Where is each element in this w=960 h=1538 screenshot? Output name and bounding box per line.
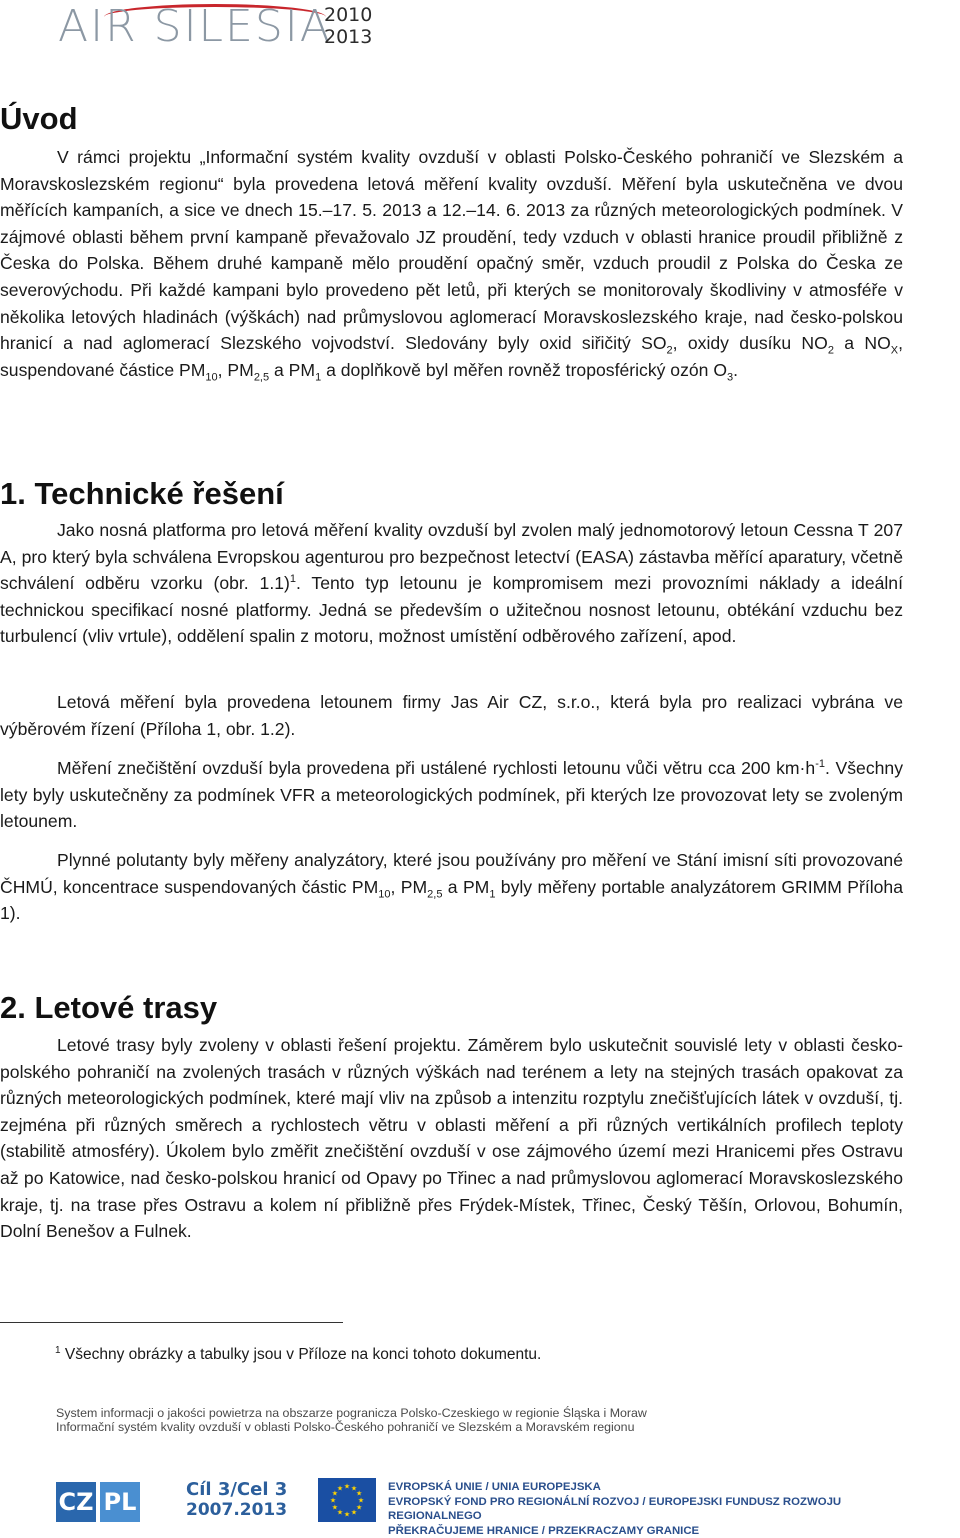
eu-star-icon: ★ (330, 1497, 336, 1505)
section1-paragraph-2: Letová měření byla provedena letounem firmy Jas Air CZ, s.r.o., která byla pro realizaci vybrána ve výběrovém řízení (Příloha 1, obr. 1.2). (0, 689, 903, 742)
cil3-logo (186, 1480, 287, 1520)
eu-star-icon: ★ (344, 1511, 350, 1519)
footer-line-pl: System informacji o jakości powietrza na obszarze pogranicza Polsko-Czeskiego w regionie Śląska i Moraw (56, 1406, 647, 1420)
logo-text: AIR SILESIA (58, 2, 332, 52)
logo-year-end: 2013 (324, 26, 384, 48)
section1-paragraph-4: Plynné polutanty byly měřeny analyzátory, které jsou používány pro měření ve Stání imisní síti provozované ČHMÚ, koncentrace suspendovaných částic $PM_{10}$, $PM_{2,5}$ a $PM_1$ byly měřeny portable analyzátorem GRIMM Příloha 1). (0, 847, 903, 927)
section1-paragraph-3: Měření znečištění ovzduší byla provedena při ustálené rychlosti letounu vůči větru cca 200 $km\cdot h^{-1}$. Všechny lety byly uskutečněny za podmínek VFR a meteorologických podmínek, při kterých lze provozovat lety se zvoleným letounem. (0, 755, 903, 835)
section2-paragraph: Letové trasy byly zvoleny v oblasti řešení projektu. Záměrem bylo uskutečnit souvislé lety v oblasti česko-polského pohraničí na zvolených trasách v různých výškách nad terénem a lety na stejných trasách opakovat za různých meteorologických podmínek, které mají vliv na způsob a intenzitu rozptylu znečišťujících látek v ovzduší, tj. zejména při různých směrech a rychlostech větru v oblasti měření a při různých vertikálních profilech teploty (stabilitě atmosféry). Úkolem bylo změřit znečištění ovzduší v ose zájmového území mezi Hranicemi přes Ostravu až po Katowice, nad česko-polskou hranicí od Opavy po Třinec a nad průmyslovou aglomerací Moravskoslezského kraje, tj. na trase přes Ostravu a kolem ní přibližně přes Frýdek-Místek, Třinec, Český Těšín, Orlovou, Bohumín, Dolní Benešov a Fulnek. (0, 1032, 903, 1245)
footer-project-title (56, 1406, 647, 1434)
eu-star-icon: ★ (356, 1490, 362, 1498)
eu-star-icon: ★ (351, 1509, 357, 1517)
eu-star-icon: ★ (351, 1484, 357, 1492)
czpl-logo (56, 1482, 186, 1526)
intro-paragraph: V rámci projektu „Informační systém kvality ovzduší v oblasti Polsko-Českého pohraničí ve Slezském a Moravskoslezském regionu“ byla provedena letová měření kvality ovzduší. Měření byla uskutečněna ve dvou měřících kampaních, a sice ve dnech 15.–17. 5. 2013 a 12.–14. 6. 2013 za různých meteorologických podmínek. V zájmové oblasti během první kampaně převažovalo JZ proudění, tedy vzduch v oblasti hranice proudil přibližně z Česka do Polska. Během druhé kampaně mělo proudění opačný směr, vzduch proudil z Polska do Česka ze severovýchodu. Při každé kampani bylo provedeno pět letů, při kterých se monitorovaly škodliviny v atmosféře v několika letových hladinách (výškách) nad průmyslovou aglomerací Moravskoslezského kraje, nad česko-polskou hranicí a nad aglomerací Slezského vojvodství. Sledovány byly oxid siřičitý $SO_2$, oxidy dusíku $NO_2$ a $NO_X$, suspendované částice $PM_{10}$, $PM_{2,5}$ a $PM_1$ a doplňkově byl měřen rovněž troposférický ozón $O_3$. (0, 144, 903, 383)
air-silesia-logo (58, 2, 378, 54)
cil3-years: 2007.2013 (186, 1500, 287, 1520)
eu-union-line: EVROPSKÁ UNIE / UNIA EUROPEJSKA (388, 1480, 916, 1495)
eu-funding-text (388, 1480, 916, 1538)
footer-logos (56, 1470, 916, 1530)
footer-line-cz: Informační systém kvality ovzduší v oblasti Polsko-Českého pohraničí ve Slezském a Moravském regionu (56, 1420, 647, 1434)
section1-paragraph-1: Jako nosná platforma pro letová měření kvality ovzduší byl zvolen malý jednomotorový letoun Cessna T 207 A, pro který byla schválena Evropskou agenturou pro bezpečnost letectví (EASA) zástavba měřící aparatury, včetně schválení odběru vzorku (obr. 1.1)$^1$. Tento typ letounu je kompromisem mezi provozními náklady a ideální technickou specifikací nosné platformy. Jedná se především o užitečnou nosnost letounu, obtékání vzduchu bez turbulencí (vliv vrtule), oddělení spalin z motoru, možnost umístění odběrového zařízení, apod. (0, 517, 903, 650)
eu-star-icon: ★ (356, 1504, 362, 1512)
footnote-text: Všechny obrázky a tabulky jsou v Příloze na konci tohoto dokumentu. (61, 1346, 542, 1363)
eu-star-icon: ★ (332, 1490, 338, 1498)
eu-star-icon: ★ (332, 1504, 338, 1512)
cil3-title: Cíl 3/Cel 3 (186, 1480, 287, 1500)
section2-heading: 2. Letové trasy (0, 990, 217, 1026)
logo-year-start: 2010 (324, 4, 384, 26)
eu-star-icon: ★ (337, 1484, 343, 1492)
eu-star-icon: ★ (337, 1509, 343, 1517)
intro-heading: Úvod (0, 101, 78, 137)
czpl-logo-cz: CZ (56, 1482, 96, 1522)
eu-flag-icon (318, 1478, 376, 1522)
eu-motto-line: PŘEKRAČUJEME HRANICE / PRZEKRACZAMY GRANICE (388, 1524, 916, 1538)
eu-star-icon: ★ (344, 1483, 350, 1491)
footnote-mark: 1 (55, 1345, 61, 1356)
eu-star-icon: ★ (358, 1497, 364, 1505)
czpl-logo-pl: PL (100, 1482, 140, 1522)
footnote-divider (0, 1322, 343, 1323)
footnote (55, 1344, 541, 1366)
eu-fund-line: EVROPSKÝ FOND PRO REGIONÁLNÍ ROZVOJ / EUROPEJSKI FUNDUSZ ROZWOJU REGIONALNEGO (388, 1495, 916, 1524)
logo-years (324, 4, 384, 48)
section1-heading: 1. Technické řešení (0, 476, 284, 512)
